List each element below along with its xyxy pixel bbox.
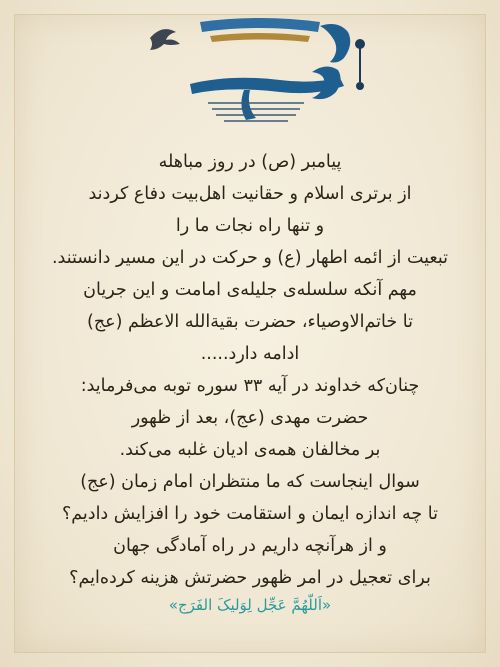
- text-line: سوال اینجاست که ما منتظران امام زمان (عج): [80, 472, 420, 492]
- text-line: حضرت مهدی (عج)، بعد از ظهور: [131, 408, 369, 428]
- medallion-icon: [355, 39, 365, 90]
- text-line: و تنها راه نجات ما را: [175, 216, 325, 236]
- text-line: و از هرآنچه داریم در راه آمادگی جهان: [113, 536, 387, 556]
- text-line: مهم آنکه سلسله‌ی جلیله‌ی امامت و این جریان: [83, 280, 417, 300]
- mubahala-logo-graphic: [130, 8, 380, 138]
- main-text: [30, 146, 470, 594]
- text-line: تا خاتم‌الاوصیاء، حضرت بقیة‌الله الاعظم (عج): [87, 312, 413, 332]
- small-inscription: [208, 102, 304, 122]
- closing-prayer: «اَللّهُمَّ عَجِّل لِوَلیکَ الفَرَج»: [168, 596, 332, 614]
- text-line: تا چه اندازه ایمان و استقامت خود را افزایش دادیم؟: [61, 504, 439, 524]
- text-line: ادامه دارد.....: [200, 344, 300, 364]
- text-line: تبعیت از ائمه اطهار (ع) و حرکت در این مسیر دانستند.: [51, 248, 449, 268]
- text-line: چنان‌که خداوند در آیه ۳۳ سوره توبه می‌فرماید:: [80, 376, 420, 396]
- text-line: از برتری اسلام و حقانیت اهل‌بیت دفاع کردند: [88, 184, 412, 204]
- mubahala-calligraphy-logo: [130, 8, 380, 138]
- text-line: پیامبر (ص) در روز مباهله: [158, 152, 342, 172]
- text-line: برای تعجیل در امر ظهور حضرتش هزینه کرده‌ایم؟: [69, 568, 431, 588]
- dove-icon: [150, 29, 180, 50]
- ornamental-banner: [200, 18, 320, 42]
- text-line: بر مخالفان همه‌ی ادیان غلبه می‌کند.: [119, 440, 381, 460]
